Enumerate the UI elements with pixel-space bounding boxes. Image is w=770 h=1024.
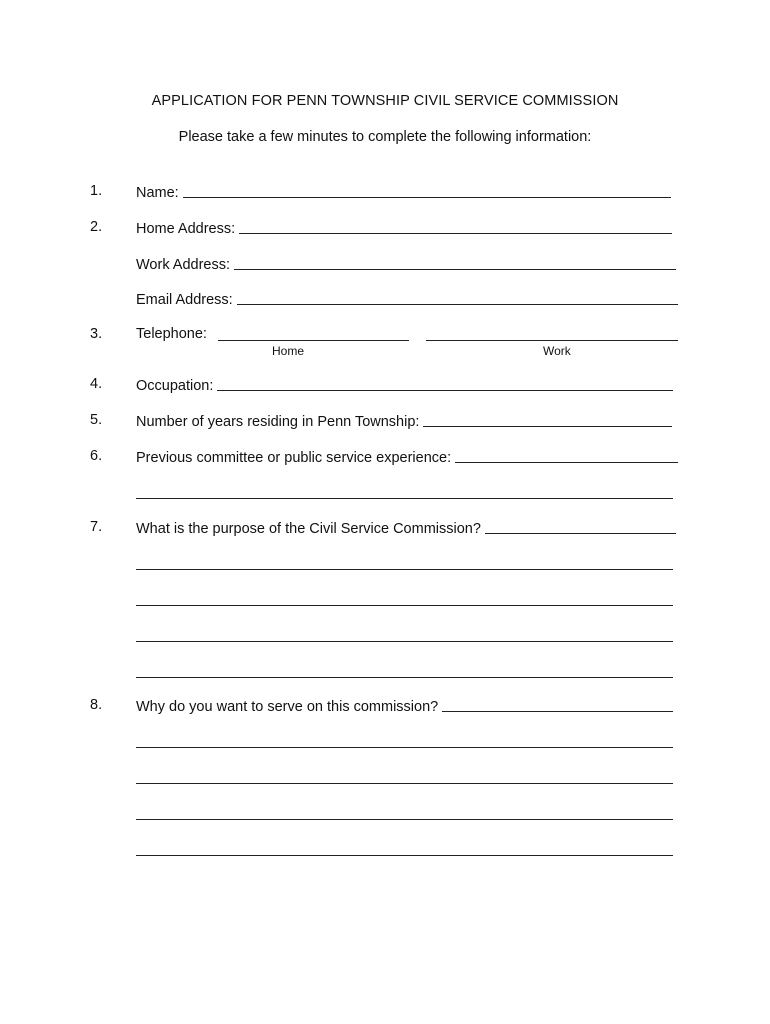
work-address-underline bbox=[234, 269, 676, 270]
telephone-home-caption: Home bbox=[272, 344, 305, 358]
item-number-7: 7. bbox=[90, 519, 103, 535]
item-number-3: 3. bbox=[90, 326, 103, 342]
experience-extra-line[interactable] bbox=[136, 498, 673, 499]
form-title: APPLICATION FOR PENN TOWNSHIP CIVIL SERVICE COMMISSION bbox=[151, 93, 619, 109]
home-address-underline bbox=[239, 233, 672, 234]
occupation-field[interactable] bbox=[136, 374, 673, 394]
years-residing-field[interactable] bbox=[136, 410, 672, 430]
why-serve-underline bbox=[442, 711, 673, 712]
item-number-1: 1. bbox=[90, 183, 103, 199]
why-serve-extra-line-4[interactable] bbox=[136, 855, 673, 856]
purpose-extra-line-1[interactable] bbox=[136, 569, 673, 570]
name-underline bbox=[183, 197, 671, 198]
email-address-label: Email Address: bbox=[136, 292, 233, 308]
email-address-underline bbox=[237, 304, 678, 305]
work-address-field[interactable] bbox=[136, 253, 676, 273]
years-residing-underline bbox=[423, 426, 672, 427]
experience-underline bbox=[455, 462, 678, 463]
why-serve-extra-line-2[interactable] bbox=[136, 783, 673, 784]
name-label: Name: bbox=[136, 185, 179, 201]
name-field[interactable] bbox=[136, 181, 671, 201]
work-address-label: Work Address: bbox=[136, 257, 231, 273]
occupation-label: Occupation: bbox=[136, 378, 214, 394]
purpose-label: What is the purpose of the Civil Service Commission? bbox=[136, 521, 481, 537]
why-serve-field[interactable] bbox=[136, 695, 673, 715]
experience-label: Previous committee or public service experience: bbox=[136, 450, 452, 466]
why-serve-extra-line-1[interactable] bbox=[136, 747, 673, 748]
email-address-field[interactable] bbox=[136, 288, 678, 308]
purpose-extra-line-4[interactable] bbox=[136, 677, 673, 678]
telephone-home-field[interactable] bbox=[218, 340, 409, 341]
item-number-8: 8. bbox=[90, 697, 103, 713]
form-subtitle: Please take a few minutes to complete the following information: bbox=[178, 129, 592, 145]
telephone-work-field[interactable] bbox=[426, 340, 678, 341]
item-number-2: 2. bbox=[90, 219, 103, 235]
years-residing-label: Number of years residing in Penn Township: bbox=[136, 414, 420, 430]
telephone-label: Telephone: bbox=[136, 326, 207, 342]
home-address-label: Home Address: bbox=[136, 221, 236, 237]
experience-field[interactable] bbox=[136, 446, 678, 466]
purpose-field[interactable] bbox=[136, 517, 676, 537]
why-serve-extra-line-3[interactable] bbox=[136, 819, 673, 820]
item-number-5: 5. bbox=[90, 412, 103, 428]
purpose-extra-line-2[interactable] bbox=[136, 605, 673, 606]
item-number-6: 6. bbox=[90, 448, 103, 464]
telephone-work-caption: Work bbox=[543, 344, 571, 358]
home-address-field[interactable] bbox=[136, 217, 672, 237]
item-number-4: 4. bbox=[90, 376, 103, 392]
purpose-underline bbox=[485, 533, 676, 534]
why-serve-label: Why do you want to serve on this commission? bbox=[136, 699, 439, 715]
occupation-underline bbox=[217, 390, 673, 391]
purpose-extra-line-3[interactable] bbox=[136, 641, 673, 642]
